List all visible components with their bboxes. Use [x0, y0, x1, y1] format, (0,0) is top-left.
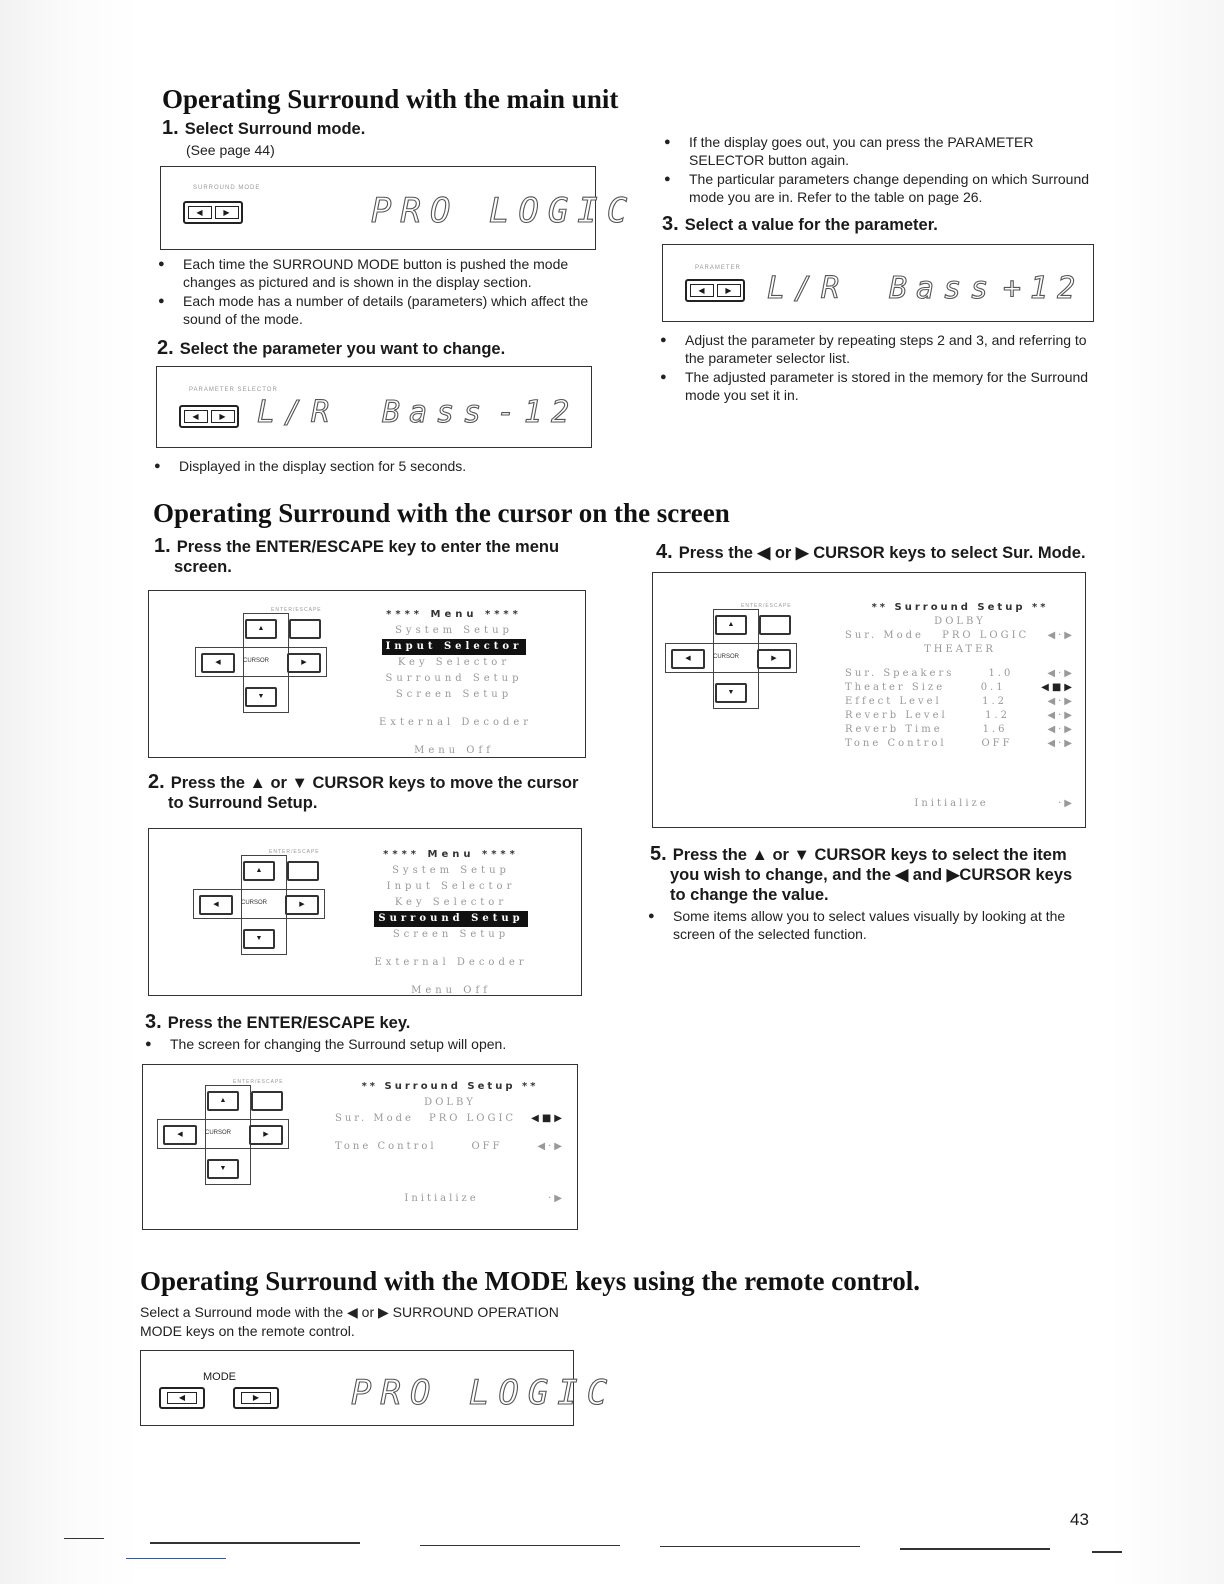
display-label: SURROUND MODE [193, 185, 261, 191]
down-arrow-icon: ▼ [219, 1165, 227, 1172]
row-value: 1.2 [985, 710, 1011, 721]
menu-screen-1 [148, 590, 586, 758]
menu-item[interactable]: Screen Setup [395, 689, 513, 700]
page-number: 43 [1070, 1510, 1089, 1529]
cursor-up-key[interactable] [715, 615, 747, 635]
enter-escape-label: ENTER/ESCAPE [271, 607, 322, 613]
menu-item-selected[interactable]: Surround Setup [374, 911, 527, 927]
menu-item[interactable]: System Setup [392, 865, 510, 876]
mode-label: MODE [203, 1371, 236, 1383]
bullets-step3 [145, 1036, 595, 1056]
display-remote-mode [140, 1350, 617, 1426]
step-2-cursor: 2. Press the ▲ or ▼ CURSOR keys to move the cursor to Surround Setup. [148, 771, 579, 812]
row-label: Initialize [914, 798, 989, 809]
cursor-label: CURSOR [713, 654, 740, 660]
step-2-main: 2. Select the parameter you want to change. [157, 337, 506, 359]
setup-header: ** Surround Setup ** [361, 1081, 539, 1092]
row-label: Sur. Mode [335, 1113, 414, 1124]
setup-row-initialize[interactable] [845, 797, 1075, 811]
step-3-cursor: 3. Press the ENTER/ESCAPE key. [145, 1011, 411, 1033]
bullet: ● Each mode has a number of details (parameters) which affect the sound of the mode. [158, 293, 598, 328]
bullet: ● The adjusted parameter is stored in the memory for the Surround mode you set it in. [660, 369, 1096, 404]
cursor-label: CURSOR [241, 900, 268, 906]
bullets-display [154, 458, 594, 478]
row-label: Reverb Time [845, 724, 943, 735]
footer-rule [150, 1542, 360, 1544]
menu-screen-2 [148, 828, 582, 996]
footer-rule-blue [126, 1558, 226, 1559]
step-1-main: 1. Select Surround mode. [162, 117, 366, 139]
setup-header: ** Surround Setup ** [871, 602, 1049, 613]
setup-row-mode[interactable] [845, 629, 1075, 643]
cursor-left-key[interactable] [163, 1125, 197, 1145]
section-title-cursor: Operating Surround with the cursor on the screen [153, 498, 730, 528]
footer-rule [420, 1545, 620, 1546]
remote-mode-right-key[interactable]: ▶ [233, 1387, 279, 1409]
left-arrow-icon: ◀ [177, 1131, 183, 1138]
display-text: PRO LOGIC [351, 1373, 617, 1413]
row-label: Theater Size [845, 682, 946, 693]
remote-mode-left-key[interactable]: ◀ [159, 1387, 205, 1409]
surround-setup-list [335, 1079, 565, 1207]
display-parameter-value [662, 244, 1094, 322]
mode-button-icon: ◀ ▶ [183, 201, 243, 224]
display-name: Bass [382, 395, 491, 430]
setup-row-mode[interactable] [335, 1111, 565, 1127]
bullets-right-top [664, 134, 1104, 208]
display-param: L/R [767, 271, 849, 306]
cursor-pad [665, 603, 795, 713]
footer-rule [660, 1546, 860, 1547]
parameter-button-icon: ◀ ▶ [179, 405, 239, 428]
row-label: Initialize [404, 1193, 479, 1204]
cursor-left-key[interactable] [199, 895, 233, 915]
display-value: -12 [497, 395, 579, 430]
enter-escape-key[interactable] [287, 861, 319, 881]
display-param: L/R [257, 395, 339, 430]
cursor-right-key[interactable] [757, 649, 791, 669]
display-text: PRO LOGIC [371, 191, 637, 231]
cursor-pad [193, 849, 323, 959]
step-1-cursor: 1. Press the ENTER/ESCAPE key to enter the menu screen. [154, 535, 560, 576]
row-value: 1.2 [982, 696, 1008, 707]
bullet: ● Adjust the parameter by repeating steps 2 and 3, and referring to the parameter selector list. [660, 332, 1096, 367]
remote-text-2: MODE keys on the remote control. [140, 1323, 355, 1339]
cursor-up-key[interactable] [245, 619, 277, 639]
row-value: PRO LOGIC [429, 1113, 517, 1124]
display-label: PARAMETER SELECTOR [189, 387, 278, 393]
enter-escape-label: ENTER/ESCAPE [233, 1079, 284, 1085]
menu-item-selected[interactable]: Input Selector [382, 639, 527, 655]
cursor-label: CURSOR [205, 1130, 232, 1136]
row-label: Sur. Speakers [845, 668, 955, 679]
setup-dolby: DOLBY [934, 616, 986, 627]
lr-selector-icon[interactable]: ◀·▶ [1047, 710, 1075, 721]
cursor-down-key[interactable] [207, 1159, 239, 1179]
up-arrow-icon: ▲ [727, 621, 735, 628]
bullets-step5 [648, 908, 1088, 945]
menu-item[interactable]: Key Selector [394, 897, 508, 908]
left-arrow-icon: ◀ [213, 901, 219, 908]
cursor-up-key[interactable] [243, 861, 275, 881]
row-label: Tone Control [335, 1141, 437, 1152]
cursor-right-key[interactable] [285, 895, 319, 915]
lr-selector-icon[interactable]: ◀·▶ [1047, 630, 1075, 641]
setup-row-tone[interactable] [335, 1139, 565, 1155]
row-value: 1.6 [982, 724, 1008, 735]
bullet: ● Some items allow you to select values visually by looking at the screen of the selected function. [648, 908, 1088, 943]
setup-row[interactable] [845, 737, 1075, 751]
cursor-down-key[interactable] [245, 687, 277, 707]
display-surround-mode [160, 166, 637, 250]
enter-escape-key[interactable] [251, 1091, 283, 1111]
setup-row[interactable] [845, 667, 1075, 681]
cursor-down-key[interactable] [715, 683, 747, 703]
setup-row[interactable] [845, 709, 1075, 723]
footer-rule [1092, 1551, 1122, 1553]
up-arrow-icon: ▲ [219, 1097, 227, 1104]
row-value: 1.0 [988, 668, 1014, 679]
setup-row[interactable] [845, 723, 1075, 737]
enter-escape-label: ENTER/ESCAPE [269, 849, 320, 855]
enter-escape-key[interactable] [759, 615, 791, 635]
display-name: Bass [889, 271, 998, 306]
menu-item[interactable]: External Decoder [379, 717, 533, 728]
lr-selector-icon[interactable]: ◀·▶ [537, 1141, 565, 1152]
select-icon[interactable]: ·▶ [548, 1193, 565, 1204]
cursor-left-key[interactable] [671, 649, 705, 669]
setup-dolby: DOLBY [424, 1097, 476, 1108]
bullet: ● The particular parameters change depending on which Surround mode you are in. Refer to the table on page 26. [664, 171, 1104, 206]
right-arrow-icon: ▶ [301, 659, 307, 666]
menu-item[interactable]: Surround Setup [385, 673, 523, 684]
enter-escape-label: ENTER/ESCAPE [741, 603, 792, 609]
surround-setup-screen-full [652, 572, 1086, 828]
row-label: Sur. Mode [845, 630, 924, 641]
right-arrow-icon: ▶ [771, 655, 777, 662]
menu-item[interactable]: Input Selector [386, 881, 516, 892]
row-label: Reverb Level [845, 710, 948, 721]
row-label: Effect Level [845, 696, 942, 707]
cursor-pad [195, 607, 325, 717]
menu-item[interactable]: Menu Off [414, 745, 494, 756]
bullets-mode [158, 256, 598, 330]
enter-escape-key[interactable] [289, 619, 321, 639]
down-arrow-icon: ▼ [255, 935, 263, 942]
select-icon[interactable]: ·▶ [1058, 798, 1075, 809]
bullets-right-bottom [660, 332, 1096, 406]
menu-item[interactable]: Menu Off [411, 985, 491, 996]
lr-selector-icon[interactable]: ◀·▶ [1047, 738, 1075, 749]
footer-rule [900, 1548, 1050, 1550]
up-arrow-icon: ▲ [255, 867, 263, 874]
row-value: OFF [471, 1141, 503, 1152]
right-arrow-icon: ▶ [263, 1131, 269, 1138]
row-value: PRO LOGIC [942, 630, 1030, 641]
display-parameter-selector [156, 366, 592, 448]
lr-selector-icon[interactable]: ◀·▶ [1047, 724, 1075, 735]
up-arrow-icon: ▲ [257, 625, 265, 632]
cursor-up-key[interactable] [207, 1091, 239, 1111]
left-arrow-icon: ◀ [215, 659, 221, 666]
cursor-label: CURSOR [243, 658, 270, 664]
section-title-remote: Operating Surround with the MODE keys using the remote control. [140, 1266, 921, 1296]
cursor-pad [157, 1079, 287, 1189]
step-5-cursor: 5. Press the ▲ or ▼ CURSOR keys to select the item you wish to change, and the ◀ and ▶CURSOR keys to change the value. [650, 843, 1073, 904]
cursor-left-key[interactable] [201, 653, 235, 673]
step-4-cursor: 4. Press the ◀ or ▶ CURSOR keys to select Sur. Mode. [656, 541, 1086, 563]
lr-selector-icon[interactable]: ◀■▶ [1041, 682, 1075, 693]
row-label: Tone Control [845, 738, 947, 749]
cursor-down-key[interactable] [243, 929, 275, 949]
menu-list [373, 847, 529, 999]
lr-selector-icon[interactable]: ◀·▶ [1047, 696, 1075, 707]
bullet: ● Each time the SURROUND MODE button is pushed the mode changes as pictured and is shown in the display section. [158, 256, 598, 291]
row-value: OFF [981, 738, 1013, 749]
cursor-right-key[interactable] [287, 653, 321, 673]
row-value: 0.1 [980, 682, 1006, 693]
menu-item[interactable]: Screen Setup [392, 929, 510, 940]
step-1-sub: (See page 44) [186, 142, 275, 158]
parameter-button-icon: ◀ ▶ [685, 279, 745, 302]
cursor-right-key[interactable] [249, 1125, 283, 1145]
step-3-main: 3. Select a value for the parameter. [662, 213, 938, 235]
footer-rule [64, 1538, 104, 1539]
bullet: ● The screen for changing the Surround setup will open. [145, 1036, 595, 1054]
surround-setup-list [845, 601, 1075, 811]
surround-setup-screen-small [142, 1064, 578, 1230]
section-title-main-unit: Operating Surround with the main unit [162, 84, 619, 114]
right-arrow-icon: ▶ [299, 901, 305, 908]
display-value: +12 [1003, 271, 1085, 306]
bullet: ● Displayed in the display section for 5 seconds. [154, 458, 594, 476]
setup-row[interactable] [845, 695, 1075, 709]
lr-selector-icon[interactable]: ◀■▶ [531, 1113, 565, 1124]
bullet: ● If the display goes out, you can press the PARAMETER SELECTOR button again. [664, 134, 1104, 169]
down-arrow-icon: ▼ [257, 693, 265, 700]
setup-row-initialize[interactable] [335, 1191, 565, 1207]
display-label: PARAMETER [695, 265, 741, 271]
down-arrow-icon: ▼ [727, 689, 735, 696]
menu-item[interactable]: External Decoder [374, 957, 528, 968]
setup-row[interactable] [845, 681, 1075, 695]
menu-header: **** Menu **** [386, 609, 522, 620]
menu-list [379, 607, 533, 759]
lr-selector-icon[interactable]: ◀·▶ [1047, 668, 1075, 679]
menu-item[interactable]: System Setup [395, 625, 513, 636]
left-arrow-icon: ◀ [685, 655, 691, 662]
remote-text-1: Select a Surround mode with the ◀ or ▶ SURROUND OPERATION [140, 1304, 559, 1320]
setup-theater: THEATER [924, 644, 996, 655]
menu-header: **** Menu **** [383, 849, 519, 860]
menu-item[interactable]: Key Selector [397, 657, 511, 668]
